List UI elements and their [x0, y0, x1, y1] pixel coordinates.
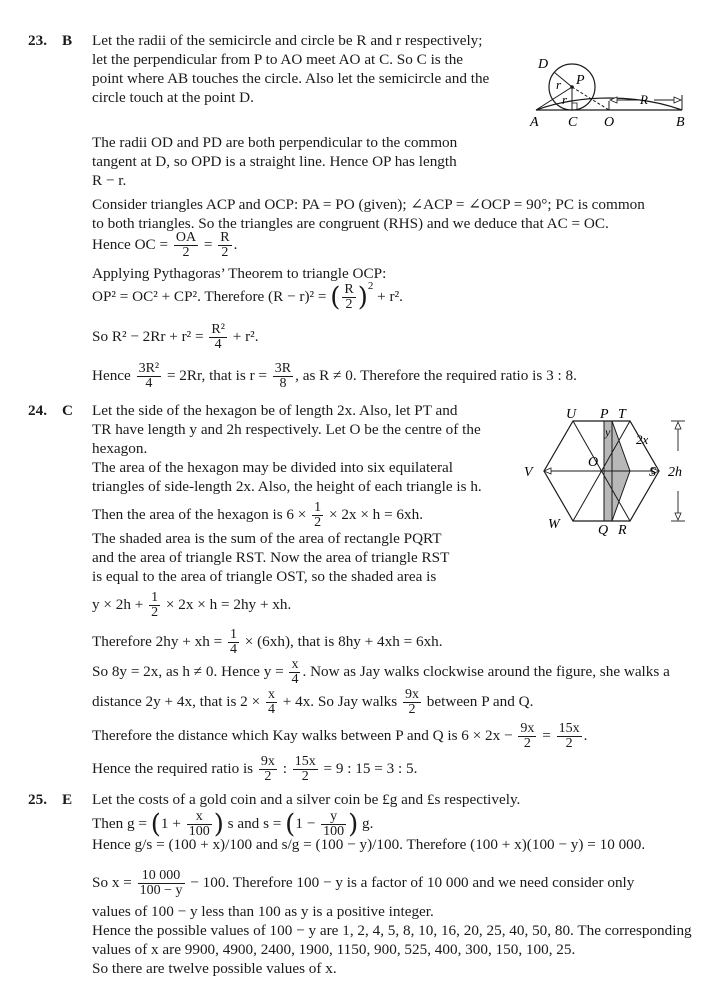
text: = 9 : 15 = 3 : 5.: [323, 759, 418, 777]
q25-line: values of 100 − y less than 100 as y is a positive integer.: [92, 903, 434, 920]
fig23-label-r-lower: r: [562, 92, 568, 107]
den: 2: [264, 769, 272, 784]
fig24-label-2h: 2h: [668, 465, 682, 480]
q23-line: let the perpendicular from P to AO meet AO at C. So C is the: [92, 51, 464, 68]
num: R²: [211, 322, 225, 337]
fig24-label-Q: Q: [598, 523, 609, 538]
q24-line: TR have length y and 2h respectively. Let O be the centre of the: [92, 421, 481, 438]
num: y: [321, 810, 346, 825]
fig24-label-2x: 2x: [636, 432, 649, 447]
text: y × 2h +: [92, 595, 144, 613]
left-paren: (: [150, 809, 161, 840]
text: Hence the required ratio is: [92, 759, 254, 777]
fig23-label-O: O: [604, 115, 615, 130]
den: 4: [267, 702, 275, 717]
q24-line: triangles of side-length 2x. Also, the height of each triangle is h.: [92, 478, 482, 495]
right-paren: ): [348, 809, 359, 840]
q23-hence-oc: Hence OC = $\frac{OA}{2}$ = $\frac{R}{2}$ .: [92, 230, 238, 260]
den: 4: [145, 376, 153, 391]
fraction: [321, 810, 346, 839]
num: 9x: [520, 721, 535, 736]
fig23-label-C: C: [568, 115, 578, 130]
den: 2: [314, 515, 322, 530]
q24-kay-distance: [92, 722, 587, 751]
text: × (6xh), that is 8hy + 4xh = 6xh.: [244, 632, 443, 650]
q25-x-formula: [92, 869, 634, 898]
q24-hexagon-area: [92, 501, 423, 530]
q25-number: 25.: [28, 791, 47, 808]
text: between P and Q.: [426, 692, 534, 710]
text: + r².: [232, 327, 259, 345]
fig23-label-r-upper: r: [556, 77, 562, 92]
q25-line: Let the costs of a gold coin and a silver coin be £g and £s respectively.: [92, 791, 521, 808]
q24-jay-distance: [92, 688, 533, 717]
num: 1: [229, 627, 237, 642]
text: , as R ≠ 0. Therefore the required ratio is 3 : 8.: [295, 366, 577, 384]
q23-line: R − r.: [92, 172, 127, 189]
num: 1: [151, 590, 159, 605]
fig24-label-S: S: [649, 465, 656, 480]
q24-line: and the area of triangle RST. Now the area of triangle RST: [92, 549, 450, 566]
fraction: [289, 658, 300, 687]
fig24-label-V: V: [524, 465, 533, 480]
text: OP² = OC² + CP². Therefore (R − r)² =: [92, 287, 327, 305]
q25-line: Hence g/s = (100 + x)/100 and s/g = (100 − y)/100. Therefore (100 + x)(100 − y) = 10 000.: [92, 836, 646, 853]
q23-line: point where AB touches the circle. Also let the semicircle and the: [92, 70, 490, 87]
q24-number: 24.: [28, 402, 47, 419]
q24-figure: [518, 406, 698, 538]
q23-line: circle touch at the point D.: [92, 89, 254, 106]
text: = 2Rr, that is r =: [166, 366, 267, 384]
den: 100: [323, 824, 345, 839]
q24-line: The area of the hexagon may be divided into six equilateral: [92, 459, 453, 476]
text: + r².: [377, 287, 403, 305]
fraction: [312, 501, 323, 530]
fig23-label-A: A: [530, 115, 539, 130]
fraction: [187, 810, 212, 839]
q25-definitions: [92, 810, 373, 839]
q25-line: So there are twelve possible values of x.: [92, 960, 337, 977]
left-paren: (: [285, 809, 296, 840]
text: :: [282, 759, 287, 777]
fraction: [342, 283, 355, 312]
q25-answer: E: [62, 791, 73, 808]
num: OA: [175, 230, 197, 245]
fig24-label-P: P: [600, 407, 609, 422]
text: distance 2y + 4x, that is 2 ×: [92, 692, 261, 710]
fraction: [293, 755, 318, 784]
den: 100 − y: [139, 883, 183, 898]
q25-line: Hence the possible values of 100 − y are 1, 2, 4, 5, 8, 10, 16, 20, 25, 40, 50, 80. The corresponding: [92, 922, 692, 939]
fraction: [273, 362, 293, 391]
fraction: [209, 323, 227, 352]
left-paren: (: [330, 282, 341, 313]
q24-line: hexagon.: [92, 440, 148, 457]
q23-line: tangent at D, so OPD is a straight line. Hence OP has length: [92, 153, 457, 170]
q24-jay: [92, 658, 670, 687]
text: Then g =: [92, 814, 147, 832]
q24-answer: C: [62, 402, 73, 419]
q23-figure: [522, 30, 697, 130]
fig24-label-U: U: [566, 407, 577, 422]
q23-answer: B: [62, 32, 73, 49]
q23-line: Let the radii of the semicircle and circle be R and r respectively;: [92, 32, 483, 49]
q23-number: 23.: [28, 32, 47, 49]
den: 2: [182, 245, 190, 260]
q23-expand: [92, 323, 259, 352]
q24-ratio: [92, 755, 417, 784]
den: 4: [214, 337, 222, 352]
fig24-label-O: O: [588, 455, 599, 470]
den: 8: [279, 376, 287, 391]
fig24-label-y: y: [605, 425, 611, 439]
q23-pythagoras: OP² = OC² + CP². Therefore (R − r)² = ( $\frac{R}{2}$ )$^2$ + r².: [92, 279, 403, 313]
den: 2: [301, 769, 309, 784]
fraction: [218, 231, 231, 260]
num: 15x: [294, 754, 316, 769]
den: 4: [291, 672, 299, 687]
fig23-label-R: R: [640, 92, 648, 107]
q23-line: The radii OD and PD are both perpendicular to the common: [92, 134, 458, 151]
num: x: [187, 810, 212, 825]
num: x: [267, 687, 275, 702]
text: So x =: [92, 873, 132, 891]
text: g.: [362, 814, 374, 832]
fraction: [149, 591, 160, 620]
fig23-label-B: B: [676, 115, 685, 130]
fraction: [259, 755, 277, 784]
den: 2: [221, 245, 229, 260]
fig24-label-R: R: [618, 523, 627, 538]
num: R: [344, 282, 354, 297]
den: 2: [523, 736, 531, 751]
text: So R² − 2Rr + r² =: [92, 327, 204, 345]
text: So 8y = 2x, as h ≠ 0. Hence y =: [92, 662, 284, 680]
num: 9x: [260, 754, 275, 769]
q24-line: The shaded area is the sum of the area of rectangle PQRT: [92, 530, 442, 547]
den: 100: [188, 824, 210, 839]
fraction: [174, 231, 198, 260]
q24-equation: [92, 628, 443, 657]
num: 9x: [405, 687, 419, 702]
fraction: [137, 362, 162, 391]
q24-line: is equal to the area of triangle OST, so the shaded area is: [92, 568, 437, 585]
text: Therefore the distance which Kay walks between P and Q is 6 × 2x −: [92, 726, 513, 744]
right-paren: ): [213, 809, 224, 840]
text: + 4x. So Jay walks: [282, 692, 398, 710]
text: Then the area of the hexagon is 6 ×: [92, 505, 307, 523]
fraction: [266, 688, 277, 717]
text: s and s =: [227, 814, 282, 832]
text: 1 +: [160, 814, 181, 832]
text: .: [583, 726, 588, 744]
text: Hence OC =: [92, 235, 169, 253]
num: 15x: [558, 721, 580, 736]
fig24-label-T: T: [618, 407, 626, 422]
num: x: [291, 657, 299, 672]
num: 10 000: [138, 869, 185, 884]
text: Therefore 2hy + xh =: [92, 632, 223, 650]
fraction: [228, 628, 239, 657]
num: 3R: [274, 361, 292, 376]
text: . Now as Jay walks clockwise around the figure, she walks a: [302, 662, 670, 680]
fraction: [138, 869, 185, 898]
text: 1 −: [295, 814, 316, 832]
q23-conclusion: [92, 362, 577, 391]
text: Hence: [92, 366, 131, 384]
num: R: [220, 230, 230, 245]
q24-shaded-area: [92, 591, 291, 620]
q23-line: Applying Pythagoras’ Theorem to triangle OCP:: [92, 265, 387, 282]
text: =: [542, 726, 551, 744]
fig24-label-W: W: [548, 517, 560, 532]
den: 2: [408, 702, 416, 717]
den: 2: [151, 605, 159, 620]
fraction: [403, 688, 421, 717]
den: 2: [565, 736, 573, 751]
text: − 100. Therefore 100 − y is a factor of 10 000 and we need consider only: [190, 873, 635, 891]
q24-line: Let the side of the hexagon be of length 2x. Also, let PT and: [92, 402, 458, 419]
right-paren: ): [357, 282, 368, 313]
text: × 2x × h = 2hy + xh.: [165, 595, 292, 613]
q23-line: to both triangles. So the triangles are congruent (RHS) and we deduce that AC = OC.: [92, 215, 609, 232]
fig23-label-D: D: [538, 57, 549, 72]
fig23-label-P: P: [576, 73, 585, 88]
den: 2: [345, 297, 353, 312]
num: 1: [314, 500, 322, 515]
den: 4: [229, 642, 237, 657]
num: 3R²: [138, 361, 160, 376]
fraction: [518, 722, 536, 751]
fraction: [557, 722, 582, 751]
text: × 2x × h = 6xh.: [328, 505, 424, 523]
q25-line: values of x are 9900, 4900, 2400, 1900, 1150, 900, 525, 400, 300, 150, 100, 25.: [92, 941, 576, 958]
q23-line: Consider triangles ACP and OCP: PA = PO (given); ∠ACP = ∠OCP = 90°; PC is common: [92, 196, 645, 213]
